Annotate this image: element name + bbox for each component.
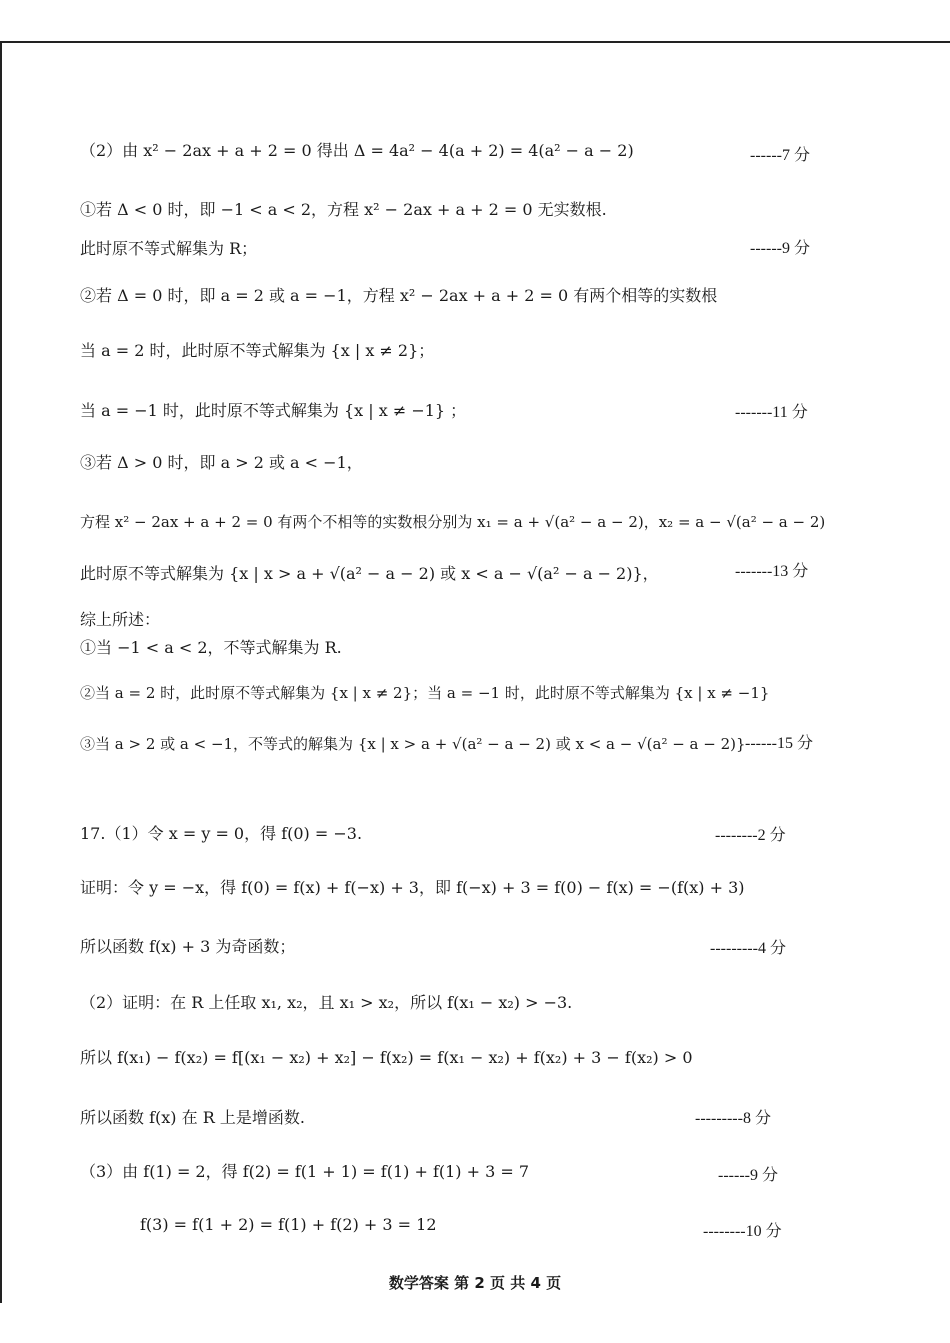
score-13: -------13 分 <box>735 563 809 580</box>
q17-proof-line: 证明：令 y = −x，得 f(0) = f(x) + f(−x) + 3，即 f(−x) + 3 = f(0) − f(x) = −(f(x) + 3) <box>80 878 745 897</box>
q17-part2-line: （2）证明：在 R 上任取 x₁, x₂，且 x₁ > x₂，所以 f(x₁ − x₂) > −3. <box>80 993 573 1012</box>
solution-line-case1-result: 此时原不等式解集为 R； <box>80 239 258 258</box>
score-15: ------15 分 <box>745 735 813 752</box>
score-9: ------9 分 <box>750 240 810 257</box>
solution-line-case3: ③若 Δ > 0 时，即 a > 2 或 a < −1， <box>80 453 363 472</box>
page-border-left <box>0 41 2 1303</box>
solution-line-case3-result: 此时原不等式解集为 {x | x > a + √(a² − a − 2) 或 x < a − √(a² − a − 2)}， <box>80 564 659 583</box>
q17-part3-f3: f(3) = f(1 + 2) = f(1) + f(2) + 3 = 12 <box>140 1215 437 1234</box>
score-8: ---------8 分 <box>695 1110 771 1127</box>
solution-line-part2-discriminant: （2）由 x² − 2ax + a + 2 = 0 得出 Δ = 4a² − 4(a + 2) = 4(a² − a − 2) <box>80 141 634 160</box>
score-7: ------7 分 <box>750 147 810 164</box>
summary-heading: 综上所述： <box>80 610 161 629</box>
score-4: ---------4 分 <box>710 940 786 957</box>
page-footer: 数学答案 第 2 页 共 4 页 <box>388 1274 562 1292</box>
q17-increasing-line: 所以函数 f(x) 在 R 上是增函数. <box>80 1108 305 1127</box>
page-border-top <box>0 41 950 43</box>
solution-line-case2: ②若 Δ = 0 时，即 a = 2 或 a = −1，方程 x² − 2ax + a + 2 = 0 有两个相等的实数根 <box>80 286 718 305</box>
q17-odd-function-line: 所以函数 f(x) + 3 为奇函数； <box>80 937 296 956</box>
summary-line-1: ①当 −1 < a < 2，不等式解集为 R. <box>80 638 342 657</box>
score-9b: ------9 分 <box>718 1167 778 1184</box>
summary-line-3: ③当 a > 2 或 a < −1，不等式的解集为 {x | x > a + √(a² − a − 2) 或 x < a − √(a² − a − 2)} <box>80 735 746 753</box>
score-10: --------10 分 <box>703 1223 782 1240</box>
solution-line-case1: ①若 Δ < 0 时，即 −1 < a < 2，方程 x² − 2ax + a + 2 = 0 无实数根. <box>80 200 607 219</box>
q17-part2-inequality: 所以 f(x₁) − f(x₂) = f[(x₁ − x₂) + x₂] − f(x₂) = f(x₁ − x₂) + f(x₂) + 3 − f(x₂) > 0 <box>80 1048 693 1067</box>
summary-line-2: ②当 a = 2 时，此时原不等式解集为 {x | x ≠ 2}；当 a = −1 时，此时原不等式解集为 {x | x ≠ −1} <box>80 684 770 702</box>
q17-part3-line: （3）由 f(1) = 2，得 f(2) = f(1 + 1) = f(1) + f(1) + 3 = 7 <box>80 1162 530 1181</box>
score-2: --------2 分 <box>715 827 786 844</box>
solution-line-case2-a2: 当 a = 2 时，此时原不等式解集为 {x | x ≠ 2}； <box>80 341 435 360</box>
solution-line-case2-a-neg1: 当 a = −1 时，此时原不等式解集为 {x | x ≠ −1} ； <box>80 401 467 420</box>
q17-part1-line: 17.（1）令 x = y = 0，得 f(0) = −3. <box>80 824 363 843</box>
score-11: -------11 分 <box>735 404 808 421</box>
solution-line-case3-roots: 方程 x² − 2ax + a + 2 = 0 有两个不相等的实数根分别为 x₁ = a + √(a² − a − 2)，x₂ = a − √(a² − a − 2) <box>80 513 826 531</box>
